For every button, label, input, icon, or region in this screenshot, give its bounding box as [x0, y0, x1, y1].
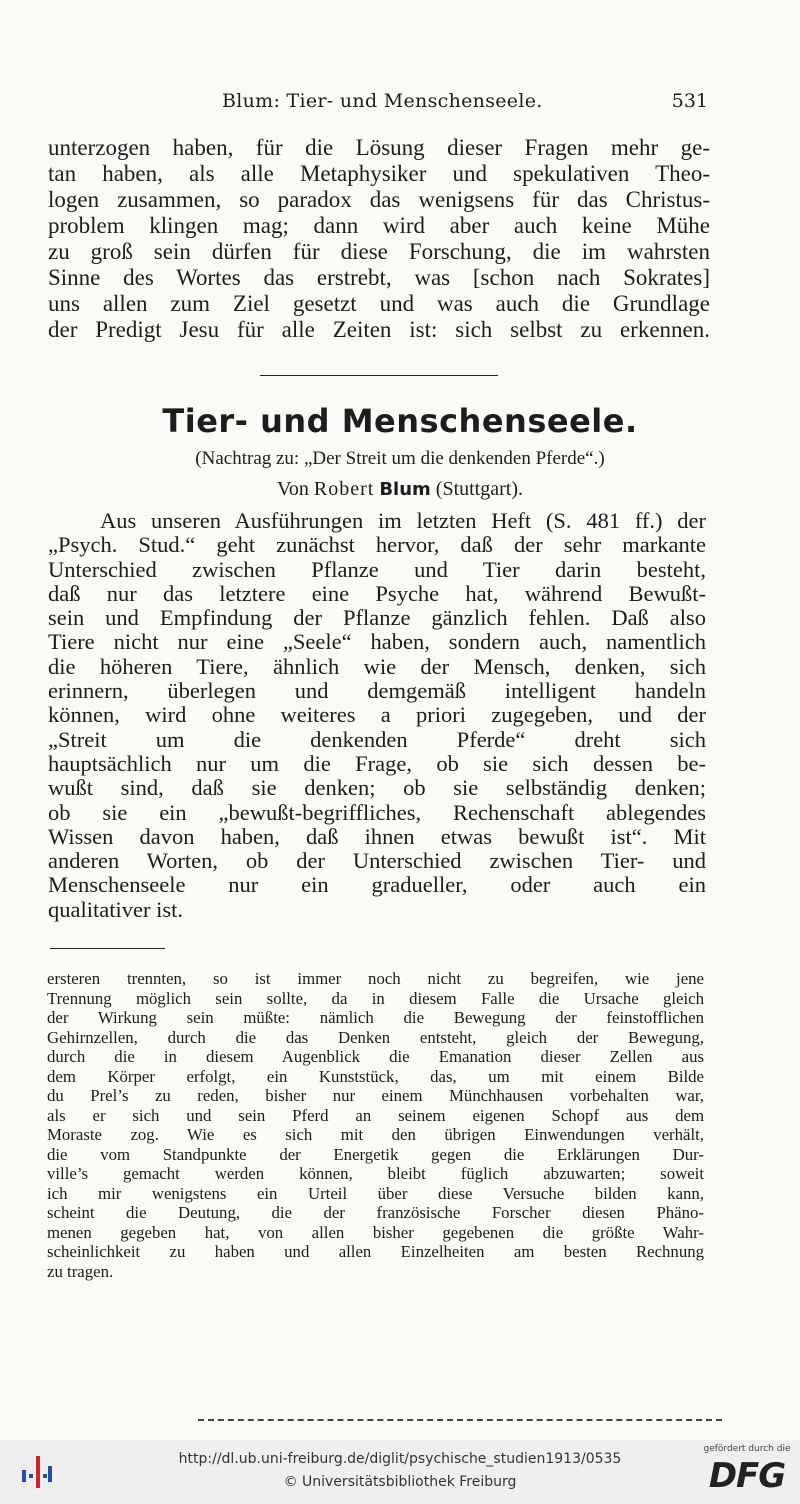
text-line: die höheren Tiere, ähnlich wie der Mensch, denken, sich [48, 653, 706, 679]
footnote-line: als er sich und sein Pferd an seinem eigenen Schopf aus dem [47, 1105, 704, 1125]
page-bottom-marks [198, 1419, 722, 1423]
text-line: qualitativer ist. [48, 896, 183, 922]
text-line: „Streit um die denkenden Pferde“ dreht sich [48, 726, 706, 752]
permalink-url[interactable]: http://dl.ub.uni-freiburg.de/diglit/psychische_studien1913/0535 [178, 1451, 622, 1467]
text-line: tan haben, als alle Metaphysiker und spekulativen Theo- [48, 161, 710, 186]
text-line: der Predigt Jesu für alle Zeiten ist: sich selbst zu erkennen. [48, 317, 710, 342]
byline-prefix: Von [277, 478, 309, 500]
footnote-line: Gehirnzellen, durch die das Denken entsteht, gleich der Bewegung, [47, 1027, 704, 1047]
footnote-line: ersteren trennten, so ist immer noch nicht zu begreifen, wie jene [47, 969, 704, 988]
text-line: problem klingen mag; dann wird aber auch keine Mühe [48, 213, 710, 238]
footnote-line: Trennung möglich sein sollte, da in diesem Falle die Ursache gleich [47, 988, 704, 1008]
author-surname: Blum [379, 479, 431, 500]
article-subtitle: (Nachtrag zu: „Der Streit um die denkenden Pferde“.) [195, 448, 605, 469]
footnote-line: scheint die Deutung, die der französische Forscher diesen Phäno- [47, 1203, 704, 1222]
text-line: „Psych. Stud.“ geht zunächst hervor, daß der sehr markante [48, 532, 706, 558]
copyright-notice: © Universitätsbibliothek Freiburg [283, 1474, 517, 1490]
text-line: Sinne des Wortes das erstrebt, was [schon nach Sokrates] [48, 265, 710, 290]
article-title: Tier- und Menschenseele. [162, 402, 638, 440]
footnote-divider [50, 948, 165, 949]
funding-note: gefördert durch die [703, 1444, 791, 1454]
text-line: Unterschied zwischen Pflanze und Tier darin besteht, [48, 556, 706, 582]
article-byline [0, 478, 800, 501]
text-line: uns allen zum Ziel gesetzt und was auch die Grundlage [48, 291, 710, 316]
footnote-line: durch die in diesem Augenblick die Emanation dieser Zellen aus [47, 1047, 704, 1066]
footnote-line: der Wirkung sein müßte: nämlich die Bewegung der feinstofflichen [47, 1008, 704, 1027]
footnote-line: zu tragen. [47, 1261, 114, 1281]
text-line: hauptsächlich nur um die Frage, ob sie sich dessen be- [48, 750, 706, 776]
footnote [47, 969, 704, 1281]
continued-paragraph [48, 135, 710, 343]
text-line: können, wird ohne weiteres a priori zugegeben, und der [48, 702, 706, 728]
funder-badge [702, 1444, 792, 1502]
author-first-name: Robert [313, 478, 375, 500]
text-line: unterzogen haben, für die Lösung dieser Fragen mehr ge- [48, 135, 710, 160]
footnote-line: menen gegeben hat, von allen bisher gegebenen die größte Wahr- [47, 1222, 704, 1242]
footnote-line: dem Körper erfolgt, ein Kunststück, das, um mit einem Bilde [47, 1066, 704, 1086]
running-head-title: Blum: Tier- und Menschenseele. [222, 90, 543, 112]
page-number: 531 [671, 90, 708, 112]
text-line: daß nur das letztere eine Psyche hat, während Bewußt- [48, 580, 706, 606]
text-line: logen zusammen, so paradox das wenigsens für das Christus- [48, 187, 710, 212]
footnote-line: ich mir wenigstens ein Urteil über diese Versuche bilden kann, [47, 1183, 704, 1203]
author-place: (Stuttgart). [435, 478, 523, 500]
footnote-line: scheinlichkeit zu haben und allen Einzelheiten am besten Rechnung [47, 1242, 704, 1261]
viewer-footer [0, 1440, 800, 1504]
article-body [48, 509, 706, 922]
running-head [0, 90, 800, 120]
footnote-line: du Prel’s zu reden, bisher nur einem Münchhausen vorbehalten war, [47, 1086, 704, 1105]
footnote-line: ville’s gemacht werden können, bleibt füglich abzuwarten; soweit [47, 1164, 704, 1183]
text-line: erinnern, überlegen und demgemäß intelligent handeln [48, 678, 706, 704]
text-line: Menschenseele nur ein gradueller, oder auch ein [48, 872, 706, 898]
text-line: Wissen davon haben, daß ihnen etwas bewußt ist“. Mit [48, 823, 706, 849]
text-line: zu groß sein dürfen für diese Forschung, die im wahrsten [48, 239, 710, 264]
text-line: Tiere nicht nur eine „Seele“ haben, sondern auch, namentlich [48, 629, 706, 655]
footnote-line: Moraste zog. Wie es sich mit den übrigen Einwendungen verhält, [47, 1125, 704, 1144]
section-divider [260, 375, 498, 376]
text-line: wußt sind, daß sie denken; ob sie selbständig denken; [48, 775, 706, 801]
text-line: ob sie ein „bewußt-begriffliches, Rechenschaft ablegendes [48, 799, 706, 825]
text-line: anderen Worten, ob der Unterschied zwischen Tier- und [48, 848, 706, 874]
footnote-line: die vom Standpunkte der Energetik gegen die Erklärungen Dur- [47, 1144, 704, 1164]
dfg-logo: DFG [708, 1456, 786, 1496]
text-line: Aus unseren Ausführungen im letzten Heft (S. 481 ff.) der [100, 508, 706, 533]
text-line: sein und Empfindung der Pflanze gänzlich fehlen. Daß also [48, 605, 706, 631]
